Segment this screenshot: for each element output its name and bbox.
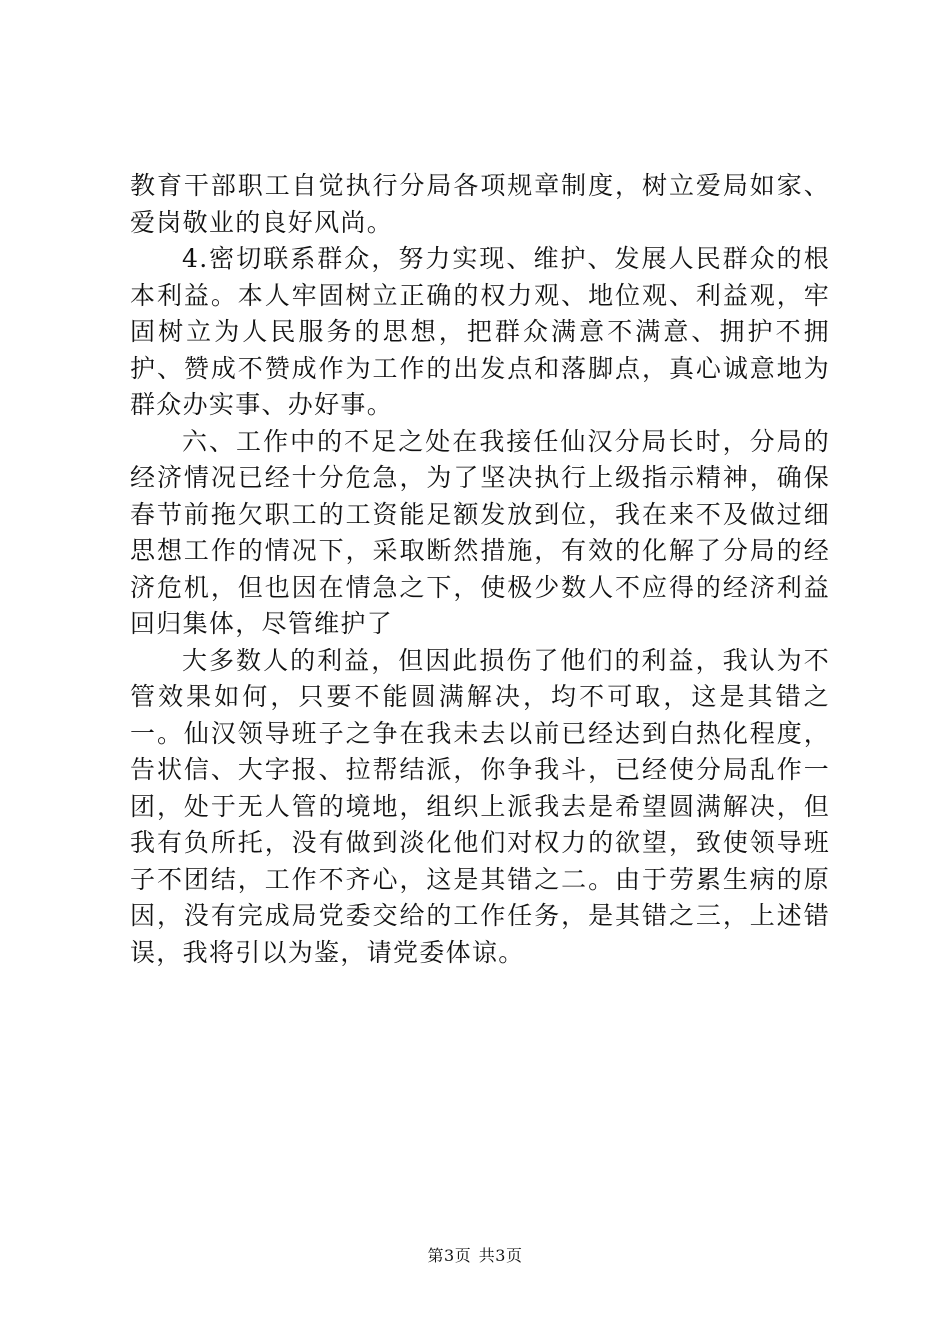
page-total: 共3页 — [478, 1246, 523, 1265]
paragraph: 教育干部职工自觉执行分局各项规章制度，树立爱局如家、爱岗敬业的良好风尚。 — [130, 171, 830, 237]
page-footer — [0, 1243, 950, 1266]
document-body — [130, 168, 830, 971]
page-number: 第3页 — [427, 1246, 472, 1265]
paragraph: 大多数人的利益，但因此损伤了他们的利益，我认为不管效果如何，只要不能圆满解决，均不可取，这是其错之一。仙汉领导班子之争在我未去以前已经达到白热化程度，告状信、大字报、拉帮结派，你争我斗，已经使分局乱作一团，处于无人管的境地，组织上派我去是希望圆满解决，但我有负所托，没有做到淡化他们对权力的欲望，致使领导班子不团结，工作不齐心，这是其错之二。由于劳累生病的原因，没有完成局党委交给的工作任务，是其错之三，上述错误，我将引以为鉴，请党委体谅。 — [130, 645, 830, 967]
paragraph: 六、工作中的不足之处在我接任仙汉分局长时，分局的经济情况已经十分危急，为了坚决执行上级指示精神，确保春节前拖欠职工的工资能足额发放到位，我在来不及做过细思想工作的情况下，采取断然措施，有效的化解了分局的经济危机，但也因在情急之下，使极少数人不应得的经济利益回归集体，尽管维护了 — [130, 426, 830, 638]
paragraph: 4.密切联系群众，努力实现、维护、发展人民群众的根本利益。本人牢固树立正确的权力观、地位观、利益观，牢固树立为人民服务的思想，把群众满意不满意、拥护不拥护、赞成不赞成作为工作的出发点和落脚点，真心诚意地为群众办实事、办好事。 — [130, 244, 830, 419]
